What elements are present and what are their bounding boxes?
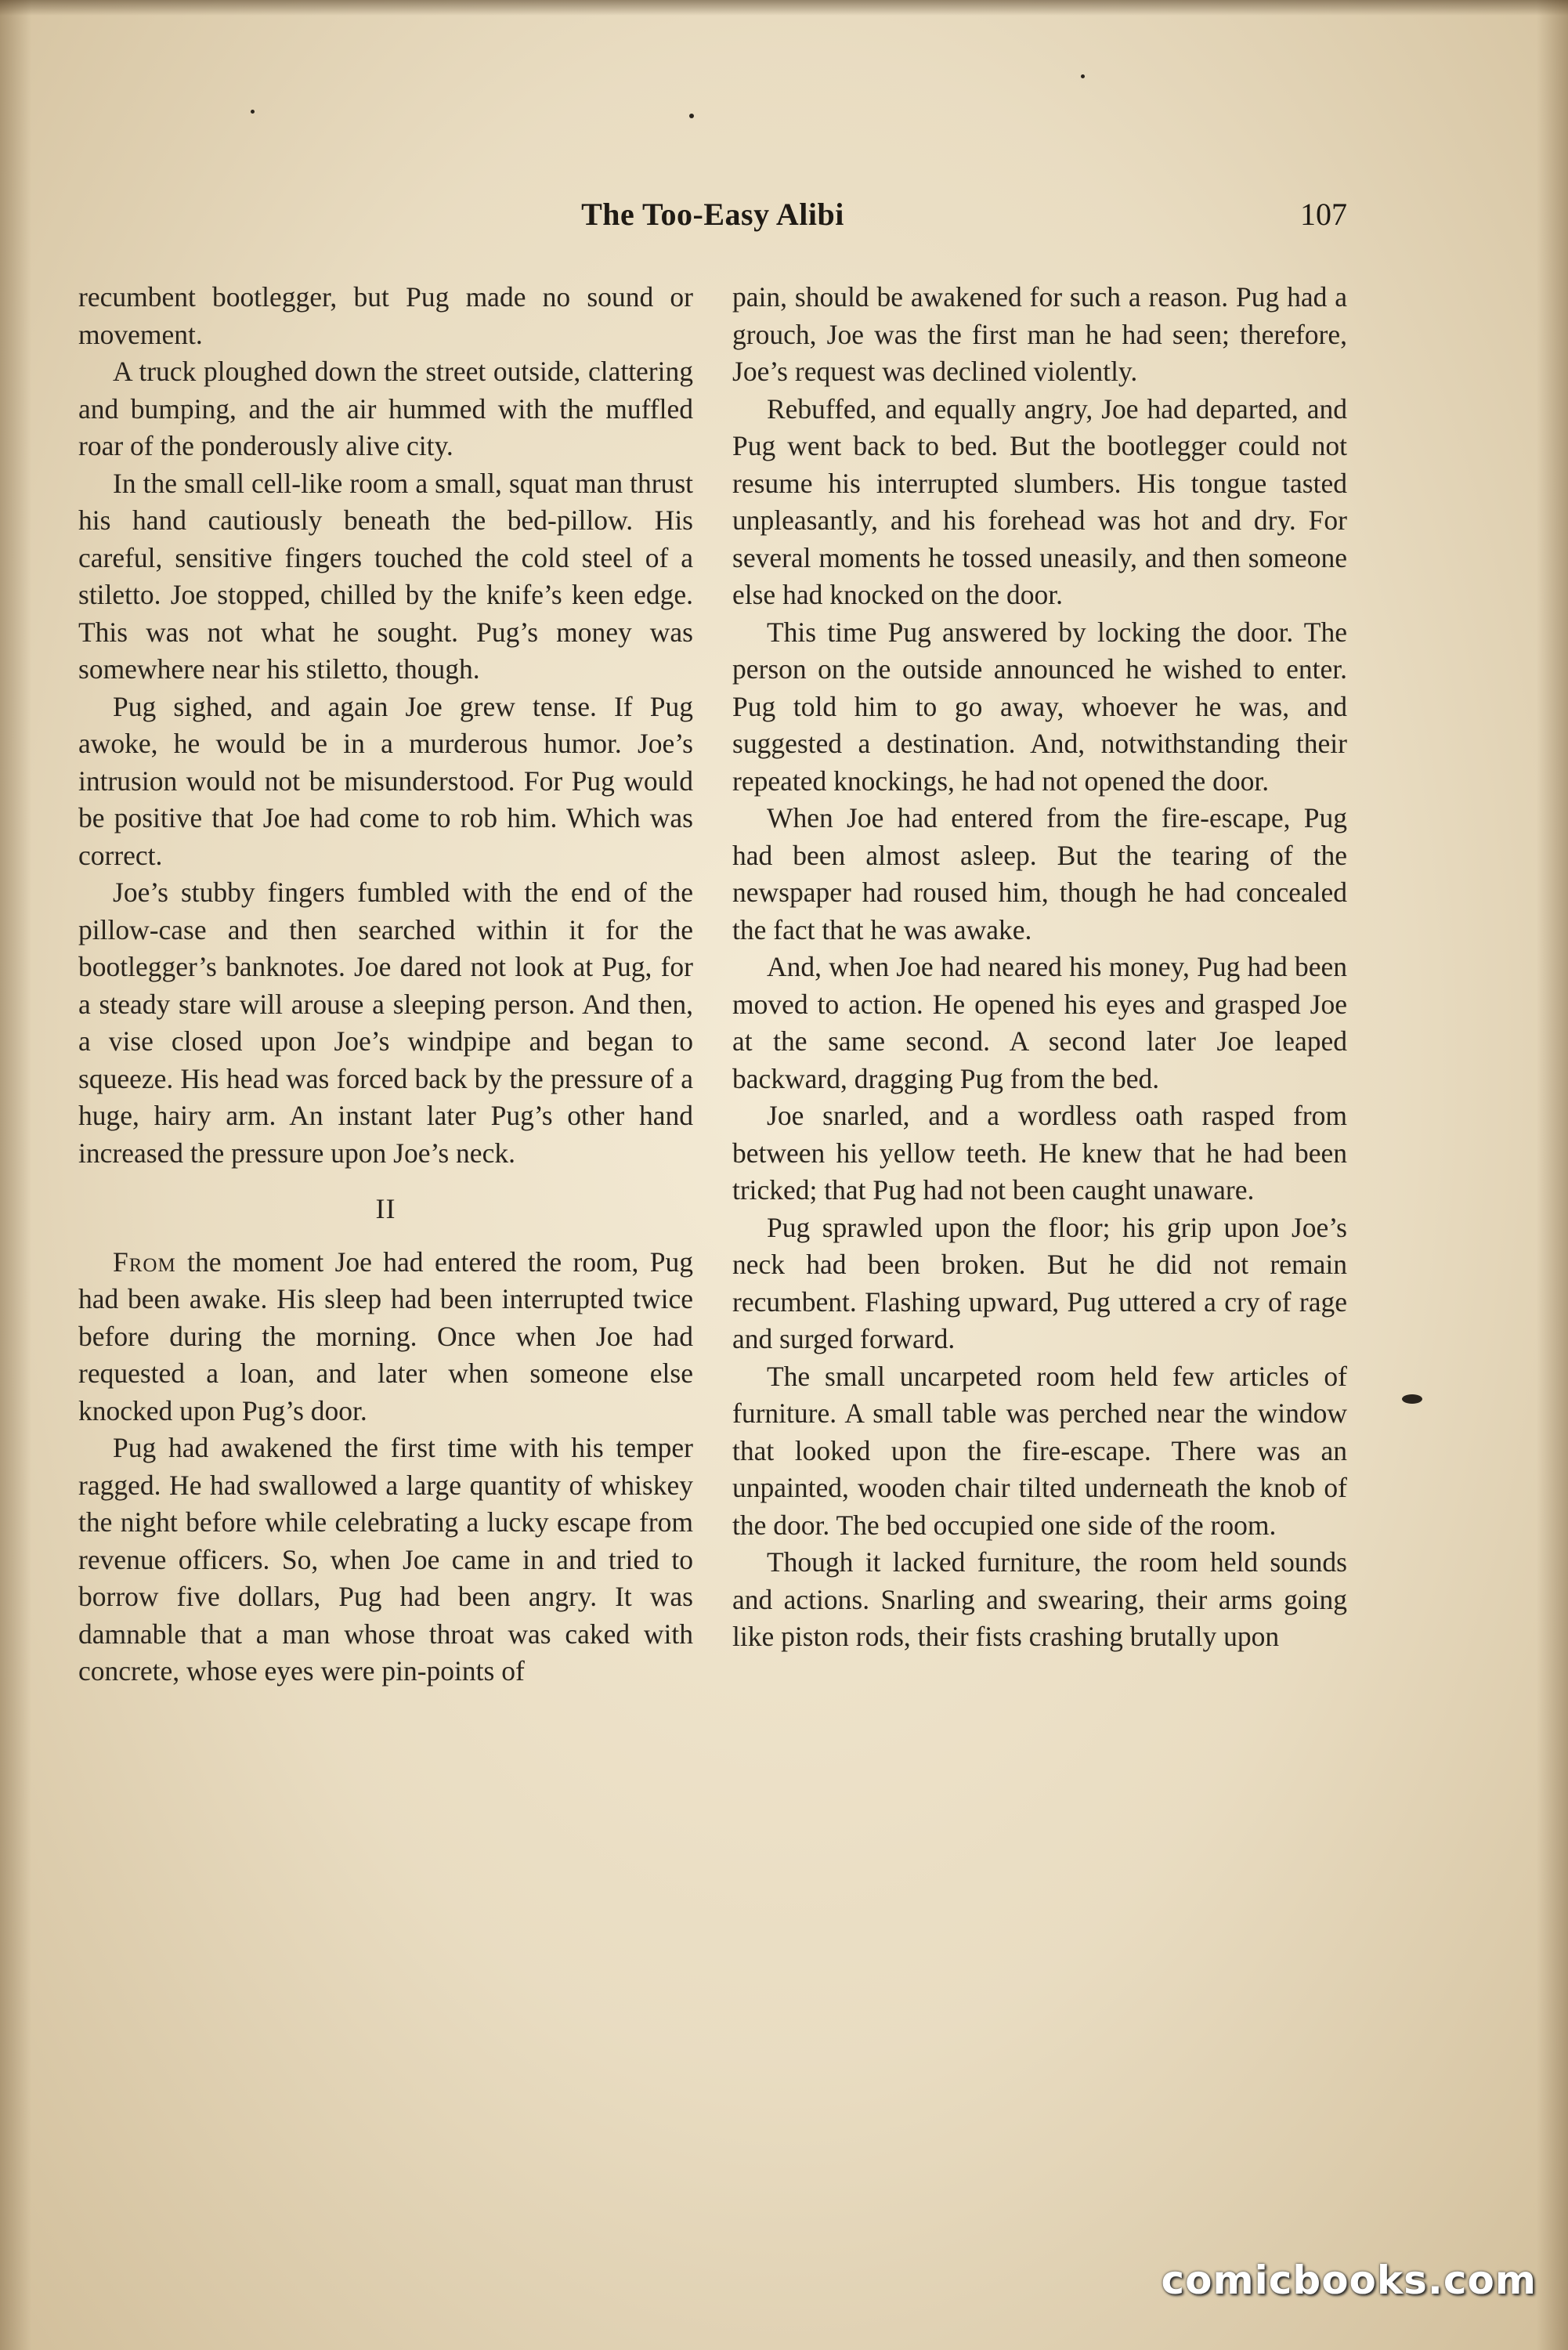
section-opening-text: the moment Joe had entered the room, Pug had been awake. His sleep had been interrupted twice before during the morning. Once when Joe had requested a loan, and later when someone else knocked upon Pug’s door. <box>78 1246 693 1426</box>
page-edge-shadow-top <box>0 0 1568 16</box>
ink-speck <box>251 110 255 114</box>
paragraph: A truck ploughed down the street outside, clattering and bumping, and the air hummed with the muffled roar of the ponderously alive city. <box>78 356 693 461</box>
paragraph: In the small cell-like room a small, squat man thrust his hand cautiously beneath the bed-pillow. His careful, sensitive fingers touched the cold steel of a stiletto. Joe stopped, chilled by the knife’s keen edge. This was not what he sought. Pug’s money was somewhere near his stiletto, though. <box>78 467 693 685</box>
page-number: 107 <box>1300 197 1347 232</box>
paragraph: pain, should be awakened for such a reason. Pug had a grouch, Joe was the first man he had seen; therefore, Joe’s request was declined violently. <box>732 281 1347 387</box>
text-columns <box>78 279 1347 2112</box>
running-header <box>78 196 1347 243</box>
paragraph: Rebuffed, and equally angry, Joe had departed, and Pug went back to bed. But the bootlegger could not resume his interrupted slumbers. His tongue tasted unpleasantly, and his forehead was hot and dry. For several moments he tossed uneasily, and then someone else had knocked on the door. <box>732 392 1347 610</box>
paragraph: The small uncarpeted room held few articles of furniture. A small table was perched near the window that looked upon the fire-escape. There was an unpainted, wooden chair tilted underneath the knob of the door. The bed occupied one side of the room. <box>732 1360 1347 1541</box>
paragraph: And, when Joe had neared his money, Pug had been moved to action. He opened his eyes and grasped Joe at the same second. A second later Joe leaped backward, dragging Pug from the bed. <box>732 951 1347 1094</box>
page-edge-shadow-right <box>1537 0 1568 2350</box>
paragraph: When Joe had entered from the fire-escape, Pug had been almost asleep. But the tearing of the newspaper had roused him, though he had concealed the fact that he was awake. <box>732 802 1347 945</box>
section-number: II <box>375 1193 396 1224</box>
paragraph: Pug sighed, and again Joe grew tense. If Pug awoke, he would be in a murderous humor. Joe’s intrusion would not be misunderstood. For Pug would be positive that Joe had come to rob him. Which was correct. <box>78 690 693 871</box>
paragraph: Joe’s stubby fingers fumbled with the end of the pillow-case and then searched within it for the bootlegger’s banknotes. Joe dared not look at Pug, for a steady stare will arouse a sleeping person. And then, a vise closed upon Joe’s windpipe and began to squeeze. His head was forced back by the pressure of a huge, hairy arm. An instant later Pug’s other hand increased the pressure upon Joe’s neck. <box>78 877 693 1169</box>
ink-speck <box>689 114 694 118</box>
paragraph: Pug sprawled upon the floor; his grip upon Joe’s neck had been broken. But he did not remain recumbent. Flashing upward, Pug uttered a cry of rage and surged forward. <box>732 1211 1347 1354</box>
paragraph: Joe snarled, and a wordless oath rasped from between his yellow teeth. He knew that he had been tricked; that Pug had not been caught unaware. <box>732 1100 1347 1206</box>
paragraph: recumbent bootlegger, but Pug made no sound or movement. <box>78 281 693 350</box>
ink-speck <box>1081 74 1085 78</box>
paragraph: Though it lacked furniture, the room held sounds and actions. Snarling and swearing, their arms going like piston rods, their fists crashing brutally upon <box>732 1546 1347 1652</box>
section-opening-paragraph <box>78 1244 693 1430</box>
page-edge-shadow-left <box>0 0 31 2350</box>
ink-speck <box>1402 1394 1422 1404</box>
paragraph: Pug had awakened the first time with his temper ragged. He had swallowed a large quantity of whiskey the night before while celebrating a lucky escape from revenue officers. So, when Joe came in and tried to borrow five dollars, Pug had been angry. It was damnable that a man whose throat was caked with concrete, whose eyes were pin-points of <box>78 1432 693 1687</box>
left-column <box>78 279 693 2112</box>
section-opening-smallcaps: From <box>113 1246 176 1278</box>
watermark-logo: comicbooks.com <box>1161 2258 1537 2303</box>
paragraph: This time Pug answered by locking the door. The person on the outside announced he wished to enter. Pug told him to go away, whoever he was, and suggested a destination. And, notwithstanding their repeated knockings, he had not opened the door. <box>732 616 1347 797</box>
running-title: The Too-Easy Alibi <box>581 197 844 232</box>
right-column <box>732 279 1347 2112</box>
